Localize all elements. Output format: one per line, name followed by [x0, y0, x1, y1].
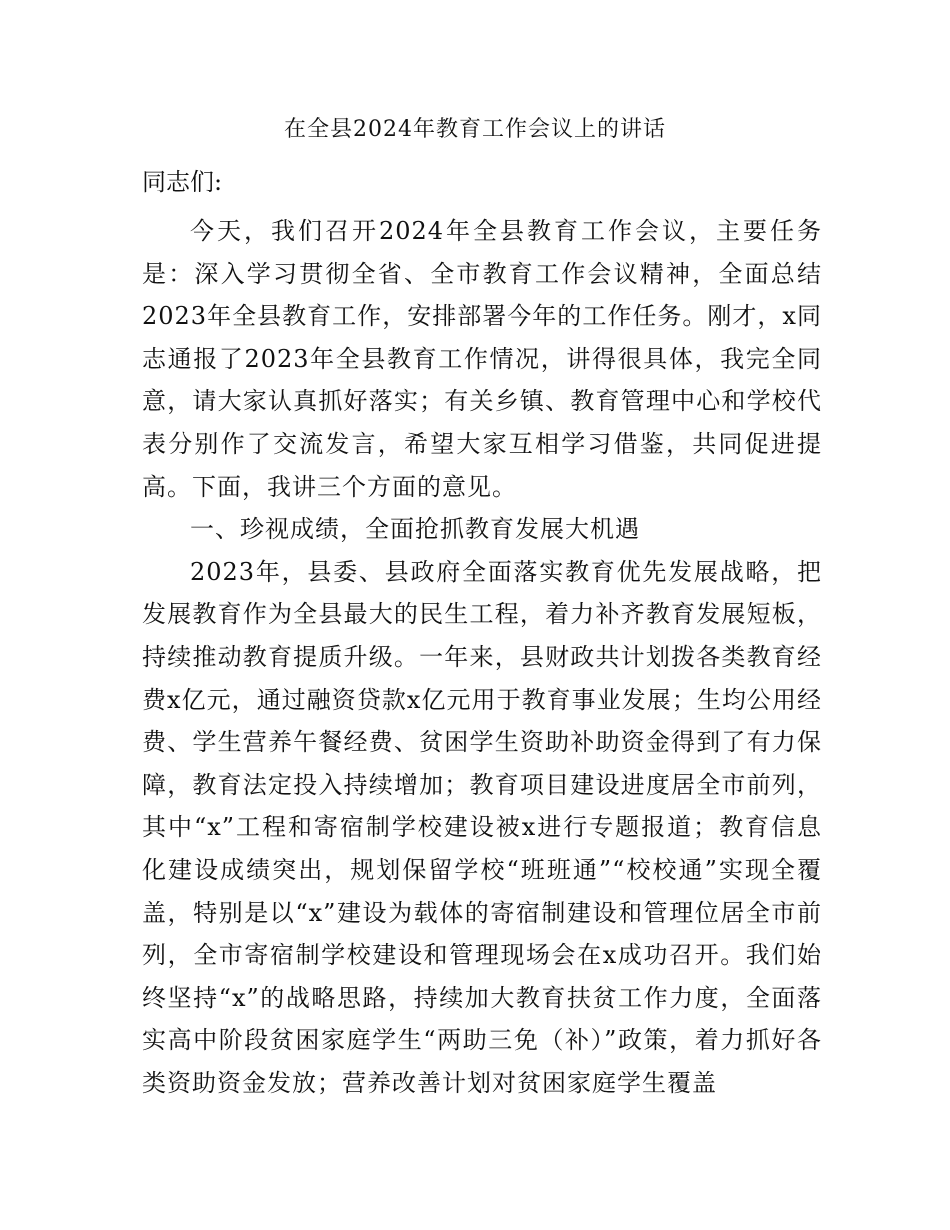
section-heading: 一、珍视成绩，全面抢抓教育发展大机遇	[190, 515, 640, 544]
paragraph-intro: 今天，我们召开2024年全县教育工作会议，主要任务是：深入学习贯彻全省、全市教育工作会议精神，全面总结2023年全县教育工作，安排部署今年的工作任务。刚才，x同志通报了2023年全县教育工作情况，讲得很具体，我完全同意，请大家认真抓好落实；有关乡镇、教育管理中心和学校代表分别作了交流发言，希望大家互相学习借鉴，共同促进提高。下面，我讲三个方面的意见。	[142, 217, 822, 501]
body-text	[142, 210, 822, 1104]
page-title: 在全县2024年教育工作会议上的讲话	[284, 117, 666, 142]
paragraph-achievements: 2023年，县委、县政府全面落实教育优先发展战略，把发展教育作为全县最大的民生工程，着力补齐教育发展短板，持续推动教育提质升级。一年来，县财政共计划拨各类教育经费x亿元，通过融资贷款x亿元用于教育事业发展；生均公用经费、学生营养午餐经费、贫困学生资助补助资金得到了有力保障，教育法定投入持续增加；教育项目建设进度居全市前列，其中“x”工程和寄宿制学校建设被x进行专题报道；教育信息化建设成绩突出，规划保留学校“班班通”“校校通”实现全覆盖，特别是以“x”建设为载体的寄宿制建设和管理位居全市前列，全市寄宿制学校建设和管理现场会在x成功召开。我们始终坚持“x”的战略思路，持续加大教育扶贫工作力度，全面落实高中阶段贫困家庭学生“两助三免（补）”政策，着力抓好各类资助资金发放；营养改善计划对贫困家庭学生覆盖	[142, 557, 822, 1097]
salutation: 同志们:	[142, 168, 223, 196]
